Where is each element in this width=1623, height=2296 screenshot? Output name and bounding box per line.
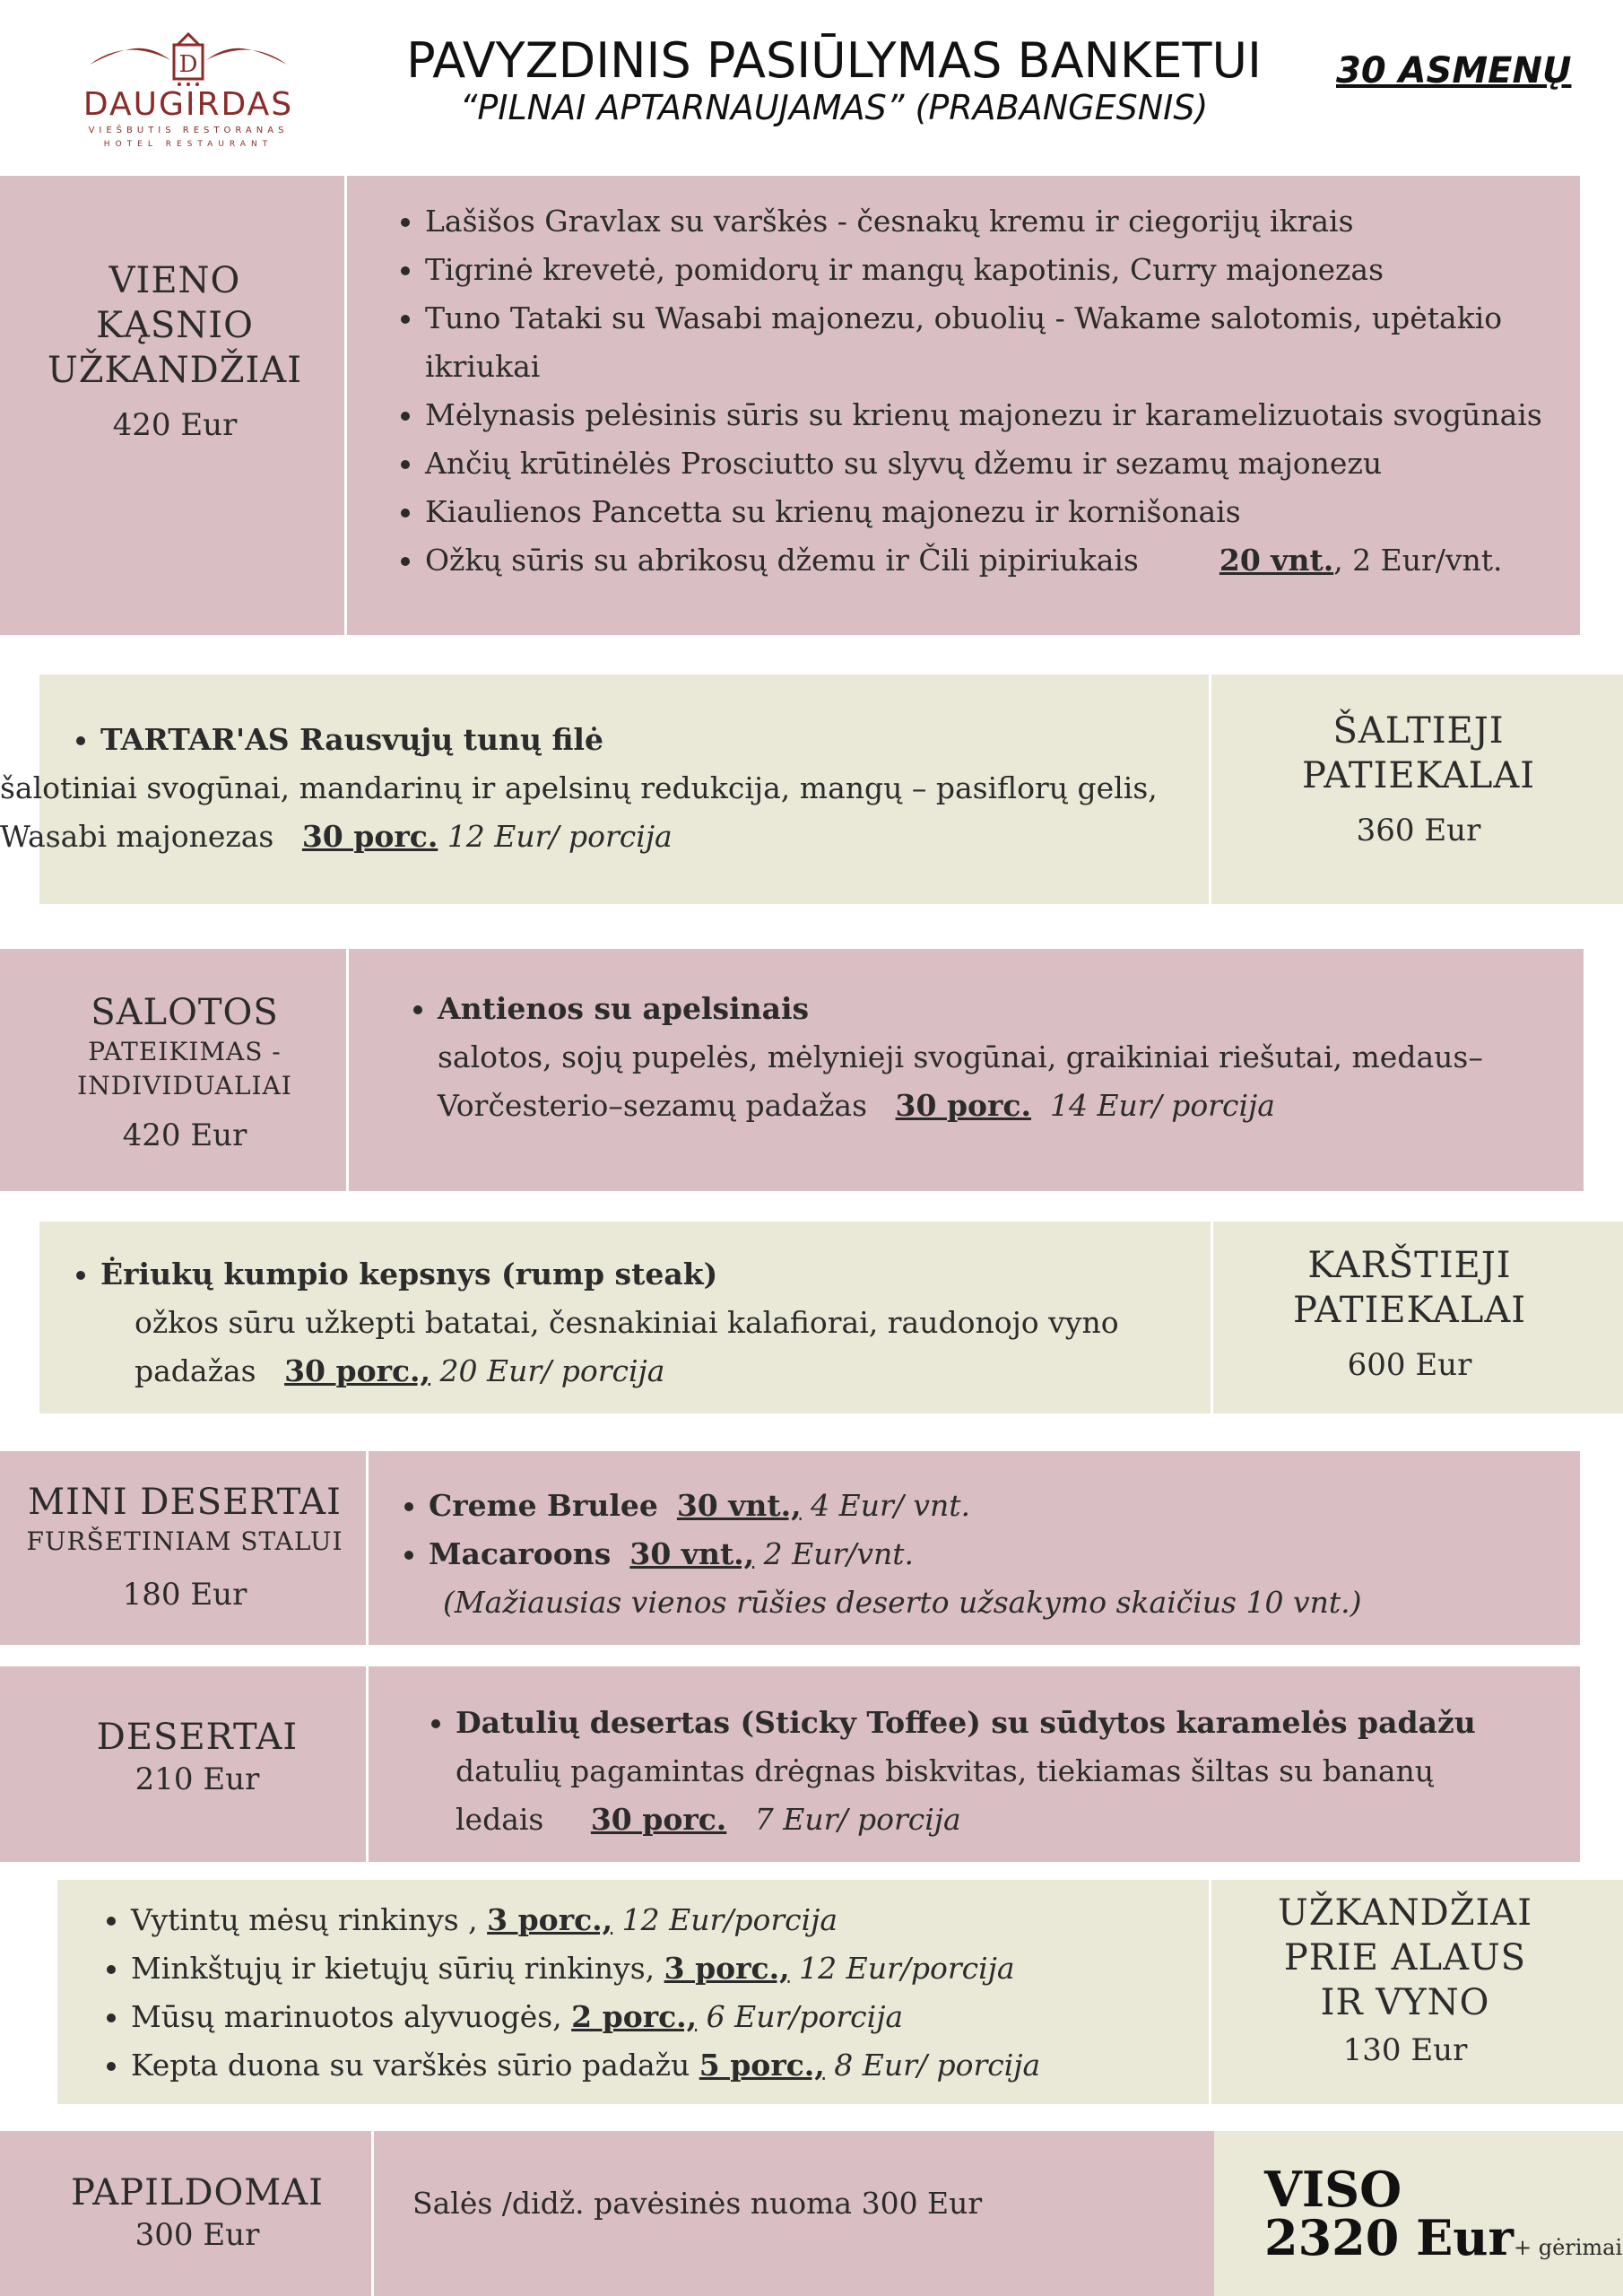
list-item (429, 1530, 1560, 1578)
category-price: 210 Eur (135, 1761, 260, 1797)
description-text: ožkos sūru užkepti batatai, česnakiniai kalafiorai, raudonojo vyno padažas (135, 1305, 1119, 1388)
category-name: MINI DESERTAI (28, 1482, 342, 1523)
item-name: Creme Brulee (429, 1488, 658, 1523)
desserts-content (395, 1699, 1560, 1844)
category-name-line: PRIE ALAUS (1283, 1937, 1527, 1979)
item-price: 6 Eur/porcija (706, 1999, 904, 2034)
category-subtitle: INDIVIDUALIAI (77, 1071, 292, 1100)
item-name: Macaroons (429, 1536, 612, 1571)
list-item: • Lašišos Gravlax su varškės - česnakų kremu ir ciegorijų ikrais (425, 197, 1573, 246)
category-hot-dishes (1212, 1243, 1607, 1385)
persons-count: 30 ASMENŲ (1336, 50, 1572, 91)
category-additional (0, 2170, 395, 2255)
item-quantity: 30 porc. (301, 819, 438, 854)
item-quantity: 2 porc., (571, 1999, 698, 2034)
canapes-list (380, 197, 1573, 585)
salads-content (395, 985, 1560, 1130)
category-salads (0, 990, 369, 1155)
description-text: šalotiniai svogūnai, mandarinų ir apelsinų redukcija, mangų – pasiflorų gelis, Wasabi majonezas (0, 770, 1158, 854)
mini-desserts-content (395, 1482, 1560, 1627)
category-price: 130 Eur (1342, 2032, 1468, 2068)
list-item: • Ėriukų kumpio kepsnys (rump steak) (100, 1250, 1202, 1299)
list-item: • Antienos su apelsinais (438, 985, 1560, 1033)
item-price: 12 Eur/porcija (799, 1951, 1015, 1986)
list-item (131, 1993, 1202, 2041)
category-name-line: PATIEKALAI (1292, 1290, 1527, 1331)
item-text: Vytintų mėsų rinkinys , (131, 1902, 478, 1937)
order-note: (Mažiausias vienos rūšies deserto užsakymo skaičius 10 vnt.) (443, 1585, 1362, 1620)
total-note: + gėrimai (1513, 2235, 1623, 2260)
item-price: 12 Eur/porcija (621, 1902, 838, 1937)
item-quantity: 5 porc., (699, 2048, 825, 2083)
list-item: • TARTAR'AS Rausvųjų tunų filė (100, 716, 1200, 764)
section-divider (1209, 674, 1211, 904)
item-price: 12 Eur/ porcija (447, 819, 673, 854)
category-canapes (0, 258, 350, 445)
item-quantity: 30 porc. (895, 1088, 1031, 1123)
list-item: • Ančių krūtinėlės Prosciutto su slyvų džemu ir sezamų majonezu (425, 439, 1573, 488)
item-quantity: 20 vnt. (1219, 543, 1334, 578)
category-price: 600 Eur (1347, 1347, 1472, 1383)
list-item (131, 1944, 1202, 1993)
category-name: DESERTAI (96, 1717, 299, 1758)
cold-dishes-content (0, 716, 1200, 861)
category-name-line: PATIEKALAI (1301, 755, 1536, 796)
list-item (131, 2041, 1202, 2090)
category-cold-dishes (1212, 709, 1623, 850)
category-name-line: ŠALTIEJI (1332, 710, 1505, 752)
item-quantity: 30 vnt., (629, 1536, 755, 1571)
item-text: Kepta duona su varškės sūrio padažu (131, 2048, 690, 2083)
category-subtitle: FURŠETINIAM STALUI (26, 1526, 343, 1556)
category-desserts (0, 1715, 395, 1799)
category-beer-wine-snacks (1212, 1891, 1598, 2070)
item-text: Minkštųjų ir kietųjų sūrių rinkinys, (131, 1951, 655, 1986)
item-text: Ožkų sūris su abrikosų džemu ir Čili pipiriukais (425, 543, 1139, 578)
category-price: 180 Eur (122, 1577, 247, 1613)
list-item: • Tigrinė krevetė, pomidorų ir mangų kapotinis, Curry majonezas (425, 246, 1573, 294)
hotel-logo (72, 29, 323, 163)
description-text: salotos, sojų pupelės, mėlynieji svogūnai, graikiniai riešutai, medaus–Vorčesterio–sezamų padažas (438, 1039, 1483, 1123)
list-item: • Tuno Tataki su Wasabi majonezu, obuolių - Wakame salotomis, upėtakio ikriukai (425, 294, 1573, 391)
description-text: datulių pagamintas drėgnas biskvitas, tiekiamas šiltas su bananų ledais (456, 1753, 1435, 1837)
svg-text:D: D (178, 51, 198, 78)
item-quantity: 30 porc. (590, 1802, 727, 1837)
logo-subtitle: VIEŠBUTIS RESTORANAS (88, 126, 289, 135)
logo-name: DAUGIRDAS (82, 86, 294, 123)
category-subtitle: PATEIKIMAS - (88, 1037, 282, 1066)
item-description (395, 1033, 1560, 1130)
list-item (425, 536, 1573, 585)
category-name-line: VIENO (108, 260, 241, 301)
item-price: 4 Eur/ vnt. (811, 1488, 971, 1523)
category-name-line: KĄSNIO (96, 305, 254, 346)
item-price: 2 Eur/vnt. (763, 1536, 915, 1571)
category-name: SALOTOS (91, 992, 279, 1033)
item-quantity: 3 porc., (664, 1951, 790, 1986)
category-price: 420 Eur (122, 1118, 247, 1153)
item-description (90, 1299, 1202, 1396)
hall-rental: Salės /didž. pavėsinės nuoma 300 Eur (412, 2186, 983, 2221)
category-name-line: UŽKANDŽIAI (47, 350, 302, 391)
page-title: PAVYZDINIS PASIŪLYMAS BANKETUI (406, 32, 1262, 89)
item-price: 20 Eur/ porcija (439, 1353, 665, 1388)
list-item: • Mėlynasis pelėsinis sūris su krienų majonezu ir karamelizuotais svogūnais (425, 391, 1573, 439)
item-price: 7 Eur/ porcija (754, 1802, 961, 1837)
item-text: Mūsų marinuotos alyvuogės, (131, 1999, 562, 2034)
category-price: 420 Eur (112, 407, 238, 443)
list-item: • Kiaulienos Pancetta su krienų majonezu ir kornišonais (425, 488, 1573, 536)
category-name-line: IR VYNO (1320, 1982, 1490, 2023)
category-name-line: UŽKANDŽIAI (1277, 1892, 1532, 1934)
total-value: 2320 Eur (1264, 2209, 1514, 2266)
item-price: 8 Eur/ porcija (834, 2048, 1041, 2083)
logo-emblem-icon (72, 29, 305, 91)
category-price: 300 Eur (135, 2217, 260, 2253)
logo-subtitle-en: HOTEL RESTAURANT (103, 140, 273, 149)
page-subtitle: “PILNAI APTARNAUJAMAS” (PRABANGESNIS) (459, 88, 1209, 127)
item-price: 14 Eur/ porcija (1049, 1088, 1275, 1123)
item-price: , 2 Eur/vnt. (1333, 543, 1503, 578)
item-quantity: 30 porc., (284, 1353, 431, 1388)
category-mini-desserts (0, 1480, 369, 1614)
category-price: 360 Eur (1356, 813, 1481, 848)
list-item (131, 1896, 1202, 1944)
item-description (0, 764, 1200, 861)
item-quantity: 30 vnt., (676, 1488, 802, 1523)
beer-wine-snacks-list (90, 1896, 1202, 2090)
category-name-line: KARŠTIEJI (1307, 1245, 1512, 1286)
hot-dishes-content (90, 1250, 1202, 1396)
list-item (429, 1482, 1560, 1530)
category-name: PAPILDOMAI (71, 2172, 324, 2213)
item-quantity: 3 porc., (487, 1902, 613, 1937)
total-label: VISO (1264, 2161, 1402, 2218)
section-divider (1209, 1880, 1211, 2104)
item-description (395, 1747, 1560, 1844)
total (1264, 2161, 1623, 2266)
list-item: • Datulių desertas (Sticky Toffee) su sūdytos karamelės padažu (456, 1699, 1560, 1747)
